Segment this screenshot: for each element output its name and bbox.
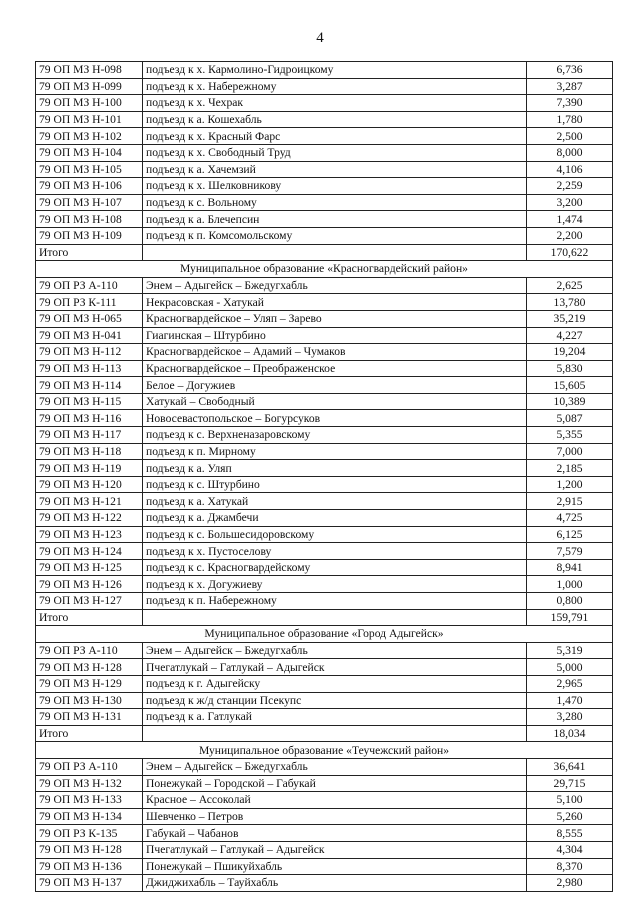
table-row [36, 543, 613, 560]
road-length: 7,000 [527, 443, 613, 460]
total-empty-cell [143, 244, 527, 261]
road-code: 79 ОП МЗ Н-128 [36, 841, 143, 858]
road-code: 79 ОП МЗ Н-105 [36, 161, 143, 178]
road-name: подъезд к п. Набережному [143, 593, 527, 610]
table-row [36, 808, 613, 825]
road-code: 79 ОП МЗ Н-100 [36, 95, 143, 112]
road-name: подъезд к х. Красный Фарс [143, 128, 527, 145]
road-name: подъезд к а. Гатлукай [143, 709, 527, 726]
page-number: 4 [316, 30, 324, 46]
road-name: подъезд к а. Блечепсин [143, 211, 527, 228]
road-name: подъезд к с. Вольному [143, 194, 527, 211]
road-length: 5,319 [527, 642, 613, 659]
roads-table [35, 61, 613, 892]
road-code: 79 ОП МЗ Н-113 [36, 360, 143, 377]
road-length: 4,227 [527, 327, 613, 344]
road-name: Шевченко – Петров [143, 808, 527, 825]
road-length: 1,780 [527, 111, 613, 128]
road-length: 5,087 [527, 410, 613, 427]
road-name: подъезд к с. Красногвардейскому [143, 559, 527, 576]
road-code: 79 ОП МЗ Н-065 [36, 310, 143, 327]
table-row [36, 576, 613, 593]
road-length: 2,500 [527, 128, 613, 145]
road-code: 79 ОП МЗ Н-130 [36, 692, 143, 709]
total-row [36, 725, 613, 742]
road-code: 79 ОП МЗ Н-133 [36, 792, 143, 809]
road-name: Белое – Догужиев [143, 377, 527, 394]
road-name: подъезд к х. Шелковникову [143, 178, 527, 195]
table-row [36, 194, 613, 211]
table-row [36, 327, 613, 344]
road-code: 79 ОП МЗ Н-122 [36, 510, 143, 527]
road-length: 5,260 [527, 808, 613, 825]
road-code: 79 ОП МЗ Н-119 [36, 460, 143, 477]
table-row [36, 675, 613, 692]
table-row [36, 161, 613, 178]
road-length: 2,259 [527, 178, 613, 195]
total-label: Итого [36, 244, 143, 261]
road-code: 79 ОП МЗ Н-121 [36, 493, 143, 510]
road-name: подъезд к с. Верхненазаровскому [143, 427, 527, 444]
table-row [36, 393, 613, 410]
road-name: Пчегатлукай – Гатлукай – Адыгейск [143, 841, 527, 858]
section-title: Муниципальное образование «Город Адыгейск» [36, 626, 613, 643]
road-code: 79 ОП МЗ Н-131 [36, 709, 143, 726]
table-row [36, 377, 613, 394]
road-length: 3,200 [527, 194, 613, 211]
table-row [36, 493, 613, 510]
road-length: 2,625 [527, 277, 613, 294]
table-row [36, 858, 613, 875]
road-code: 79 ОП МЗ Н-117 [36, 427, 143, 444]
road-name: Понежукай – Городской – Габукай [143, 775, 527, 792]
road-length: 1,474 [527, 211, 613, 228]
table-row [36, 178, 613, 195]
road-length: 5,000 [527, 659, 613, 676]
road-name: Габукай – Чабанов [143, 825, 527, 842]
total-length: 159,791 [527, 609, 613, 626]
total-label: Итого [36, 609, 143, 626]
road-length: 4,304 [527, 841, 613, 858]
table-row [36, 294, 613, 311]
road-code: 79 ОП МЗ Н-136 [36, 858, 143, 875]
road-code: 79 ОП МЗ Н-137 [36, 875, 143, 892]
total-row [36, 244, 613, 261]
roads-table-body [36, 62, 613, 892]
road-name: Красногвардейское – Уляп – Зарево [143, 310, 527, 327]
road-length: 7,579 [527, 543, 613, 560]
road-name: подъезд к г. Адыгейску [143, 675, 527, 692]
road-code: 79 ОП МЗ Н-104 [36, 144, 143, 161]
road-name: Хатукай – Свободный [143, 393, 527, 410]
road-code: 79 ОП МЗ Н-124 [36, 543, 143, 560]
road-length: 2,185 [527, 460, 613, 477]
road-length: 4,725 [527, 510, 613, 527]
road-code: 79 ОП МЗ Н-102 [36, 128, 143, 145]
road-length: 8,370 [527, 858, 613, 875]
road-name: Гиагинская – Штурбино [143, 327, 527, 344]
table-row [36, 593, 613, 610]
road-name: подъезд к х. Чехрак [143, 95, 527, 112]
road-length: 15,605 [527, 377, 613, 394]
table-row [36, 659, 613, 676]
road-length: 35,219 [527, 310, 613, 327]
table-row [36, 875, 613, 892]
section-title: Муниципальное образование «Теучежский район» [36, 742, 613, 759]
road-code: 79 ОП МЗ Н-099 [36, 78, 143, 95]
road-length: 5,100 [527, 792, 613, 809]
road-name: подъезд к п. Комсомольскому [143, 227, 527, 244]
table-row [36, 460, 613, 477]
table-row [36, 211, 613, 228]
road-name: подъезд к а. Хачемзий [143, 161, 527, 178]
road-length: 13,780 [527, 294, 613, 311]
table-row [36, 277, 613, 294]
road-length: 8,555 [527, 825, 613, 842]
road-length: 2,200 [527, 227, 613, 244]
total-length: 170,622 [527, 244, 613, 261]
road-name: Некрасовская - Хатукай [143, 294, 527, 311]
total-length: 18,034 [527, 725, 613, 742]
road-length: 8,941 [527, 559, 613, 576]
table-row [36, 709, 613, 726]
table-row [36, 78, 613, 95]
total-empty-cell [143, 725, 527, 742]
road-code: 79 ОП РЗ К-135 [36, 825, 143, 842]
table-row [36, 559, 613, 576]
table-row [36, 360, 613, 377]
section-title: Муниципальное образование «Красногвардейский район» [36, 261, 613, 278]
road-length: 6,125 [527, 526, 613, 543]
road-code: 79 ОП РЗ К-111 [36, 294, 143, 311]
road-code: 79 ОП МЗ Н-114 [36, 377, 143, 394]
table-row [36, 825, 613, 842]
road-code: 79 ОП МЗ Н-123 [36, 526, 143, 543]
table-row [36, 526, 613, 543]
road-name: Красногвардейское – Преображенское [143, 360, 527, 377]
table-row [36, 111, 613, 128]
road-name: подъезд к п. Мирному [143, 443, 527, 460]
section-header-row [36, 626, 613, 643]
road-name: подъезд к х. Пустоселову [143, 543, 527, 560]
table-row [36, 227, 613, 244]
road-code: 79 ОП МЗ Н-129 [36, 675, 143, 692]
road-length: 2,915 [527, 493, 613, 510]
road-length: 2,965 [527, 675, 613, 692]
table-row [36, 427, 613, 444]
table-row [36, 758, 613, 775]
road-name: подъезд к а. Уляп [143, 460, 527, 477]
total-row [36, 609, 613, 626]
road-code: 79 ОП МЗ Н-107 [36, 194, 143, 211]
road-name: подъезд к а. Хатукай [143, 493, 527, 510]
road-code: 79 ОП МЗ Н-109 [36, 227, 143, 244]
road-code: 79 ОП РЗ А-110 [36, 277, 143, 294]
road-length: 3,280 [527, 709, 613, 726]
table-row [36, 410, 613, 427]
road-code: 79 ОП МЗ Н-126 [36, 576, 143, 593]
road-length: 7,390 [527, 95, 613, 112]
road-name: Энем – Адыгейск – Бжедугхабль [143, 758, 527, 775]
road-code: 79 ОП МЗ Н-127 [36, 593, 143, 610]
road-code: 79 ОП МЗ Н-115 [36, 393, 143, 410]
road-name: Пчегатлукай – Гатлукай – Адыгейск [143, 659, 527, 676]
road-length: 10,389 [527, 393, 613, 410]
road-length: 36,641 [527, 758, 613, 775]
road-code: 79 ОП МЗ Н-108 [36, 211, 143, 228]
road-name: подъезд к х. Догужиеву [143, 576, 527, 593]
road-length: 8,000 [527, 144, 613, 161]
road-length: 1,200 [527, 476, 613, 493]
road-name: подъезд к х. Свободный Труд [143, 144, 527, 161]
road-name: Энем – Адыгейск – Бжедугхабль [143, 277, 527, 294]
road-code: 79 ОП РЗ А-110 [36, 758, 143, 775]
table-row [36, 792, 613, 809]
road-code: 79 ОП МЗ Н-041 [36, 327, 143, 344]
road-code: 79 ОП РЗ А-110 [36, 642, 143, 659]
road-name: подъезд к с. Большесидоровскому [143, 526, 527, 543]
road-length: 3,287 [527, 78, 613, 95]
road-length: 5,830 [527, 360, 613, 377]
table-row [36, 443, 613, 460]
table-row [36, 692, 613, 709]
road-name: подъезд к ж/д станции Псекупс [143, 692, 527, 709]
table-row [36, 510, 613, 527]
table-row [36, 344, 613, 361]
road-name: Красное – Ассоколай [143, 792, 527, 809]
road-code: 79 ОП МЗ Н-132 [36, 775, 143, 792]
road-name: подъезд к а. Кошехабль [143, 111, 527, 128]
road-code: 79 ОП МЗ Н-134 [36, 808, 143, 825]
road-length: 2,980 [527, 875, 613, 892]
road-name: подъезд к с. Штурбино [143, 476, 527, 493]
road-length: 1,470 [527, 692, 613, 709]
table-row [36, 476, 613, 493]
total-empty-cell [143, 609, 527, 626]
road-length: 29,715 [527, 775, 613, 792]
road-code: 79 ОП МЗ Н-112 [36, 344, 143, 361]
road-length: 19,204 [527, 344, 613, 361]
road-name: Энем – Адыгейск – Бжедугхабль [143, 642, 527, 659]
road-length: 6,736 [527, 62, 613, 79]
table-row [36, 310, 613, 327]
table-row [36, 95, 613, 112]
road-name: Красногвардейское – Адамий – Чумаков [143, 344, 527, 361]
road-code: 79 ОП МЗ Н-125 [36, 559, 143, 576]
section-header-row [36, 261, 613, 278]
road-code: 79 ОП МЗ Н-101 [36, 111, 143, 128]
road-code: 79 ОП МЗ Н-098 [36, 62, 143, 79]
road-name: Джиджихабль – Тауйхабль [143, 875, 527, 892]
table-row [36, 642, 613, 659]
table-row [36, 841, 613, 858]
table-row [36, 144, 613, 161]
road-name: подъезд к х. Кармолино-Гидроицкому [143, 62, 527, 79]
table-row [36, 128, 613, 145]
table-row [36, 62, 613, 79]
road-length: 4,106 [527, 161, 613, 178]
road-code: 79 ОП МЗ Н-128 [36, 659, 143, 676]
road-length: 1,000 [527, 576, 613, 593]
road-code: 79 ОП МЗ Н-116 [36, 410, 143, 427]
total-label: Итого [36, 725, 143, 742]
section-header-row [36, 742, 613, 759]
road-code: 79 ОП МЗ Н-120 [36, 476, 143, 493]
road-name: Понежукай – Пшикуйхабль [143, 858, 527, 875]
road-code: 79 ОП МЗ Н-106 [36, 178, 143, 195]
road-name: Новосевастопольское – Богурсуков [143, 410, 527, 427]
road-length: 0,800 [527, 593, 613, 610]
road-name: подъезд к а. Джамбечи [143, 510, 527, 527]
road-code: 79 ОП МЗ Н-118 [36, 443, 143, 460]
road-length: 5,355 [527, 427, 613, 444]
table-row [36, 775, 613, 792]
road-name: подъезд к х. Набережному [143, 78, 527, 95]
